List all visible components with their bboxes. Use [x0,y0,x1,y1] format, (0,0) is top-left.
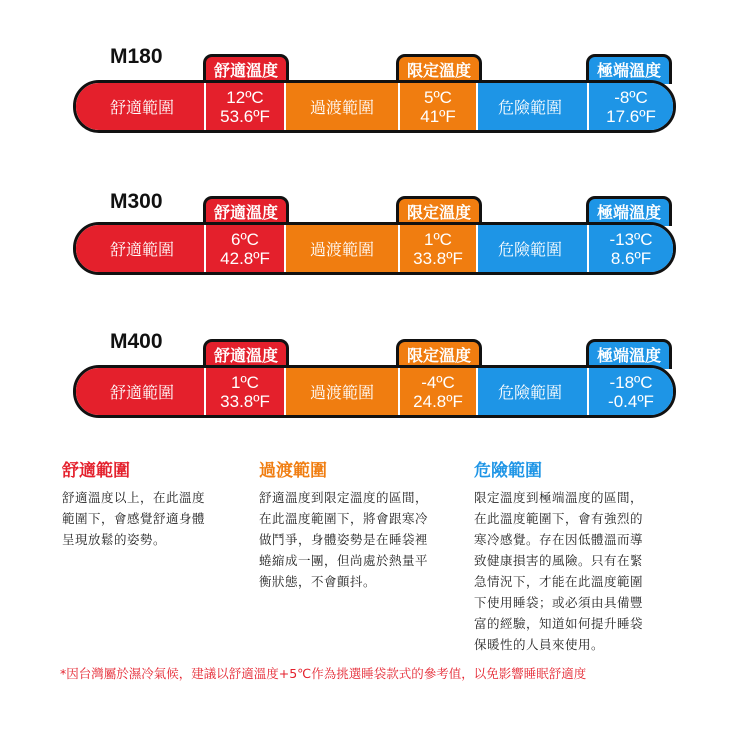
celsius-value: 6ºC [231,229,259,249]
limit-temp-header: 限定溫度 [396,196,482,226]
description-line: 蜷縮成一團，但尚處於熱量平 [259,553,429,568]
description-line: 致健康損害的風險。只有在緊 [474,553,644,568]
limit-temp-value [398,225,478,272]
fahrenheit-value: 24.8ºF [413,391,463,411]
description-line: 下使用睡袋；或必須由具備豐 [474,595,644,610]
comfort-description-text [62,487,252,550]
fahrenheit-value: 33.8ºF [220,391,270,411]
extreme-temp-header: 極端溫度 [586,339,672,369]
transition-zone-label: 過渡範圍 [309,240,374,259]
description-line: 保暖性的人員來使用。 [474,637,605,652]
description-line: 做鬥爭，身體姿勢是在睡袋裡 [259,532,429,547]
description-line: 在此溫度範圍下，會有強烈的 [474,511,644,526]
comfort-temp-value [204,225,286,272]
fahrenheit-value: 42.8ºF [220,248,270,268]
fahrenheit-value: 8.6ºF [610,248,652,268]
description-line: 衡狀態，不會顫抖。 [259,574,377,589]
celsius-value: -18ºC [609,372,653,392]
comfort-temp-header: 舒適溫度 [203,54,289,84]
transition-description-text [259,487,469,592]
celsius-value: -8ºC [614,87,648,107]
limit-temp-header: 限定溫度 [396,54,482,84]
comfort-zone-label: 舒適範圍 [109,240,174,259]
extreme-temp-header: 極端溫度 [586,196,672,226]
description-line: 在此溫度範圍下，將會跟寒冷 [259,511,429,526]
celsius-value: 12ºC [226,87,264,107]
extreme-temp-value [587,368,673,415]
description-line: 寒冷感覺。存在因低體溫而導 [474,532,644,547]
fahrenheit-value: 17.6ºF [606,106,656,126]
celsius-value: 1ºC [231,372,259,392]
comfort-temp-header: 舒適溫度 [203,196,289,226]
danger-zone-label: 危險範圍 [497,383,562,402]
transition-description-title: 過渡範圍 [259,461,327,481]
extreme-temp-header: 極端溫度 [586,54,672,84]
fahrenheit-value: 53.6ºF [220,106,270,126]
temperature-bar [73,80,676,133]
limit-temp-header: 限定溫度 [396,339,482,369]
comfort-temp-header: 舒適溫度 [203,339,289,369]
model-name: M300 [110,190,163,213]
comfort-temp-value [204,368,286,415]
comfort-description-title: 舒適範圍 [62,461,130,481]
transition-zone-label: 過渡範圍 [309,383,374,402]
extreme-temp-value [587,83,673,130]
model-name: M400 [110,330,163,353]
description-line: 舒適溫度以上，在此溫度 [62,490,206,505]
celsius-value: -4ºC [421,372,455,392]
description-line: 範圍下，會感覺舒適身體 [62,511,206,526]
extreme-temp-value [587,225,673,272]
temperature-bar [73,222,676,275]
temperature-bar [73,365,676,418]
model-name: M180 [110,45,163,68]
description-line: 富的經驗，知道如何提升睡袋 [474,616,644,631]
limit-temp-value [398,83,478,130]
description-line: 急情況下，才能在此溫度範圍 [474,574,644,589]
limit-temp-value [398,368,478,415]
celsius-value: 5ºC [424,87,452,107]
transition-zone-label: 過渡範圍 [309,98,374,117]
description-line: 呈現放鬆的姿勢。 [62,532,167,547]
fahrenheit-value: 41ºF [420,106,456,126]
comfort-temp-value [204,83,286,130]
fahrenheit-value: 33.8ºF [413,248,463,268]
celsius-value: 1ºC [424,229,452,249]
fahrenheit-value: -0.4ºF [608,391,654,411]
danger-zone-label: 危險範圍 [497,98,562,117]
description-line: 限定溫度到極端溫度的區間， [474,490,644,505]
description-line: 舒適溫度到限定溫度的區間， [259,490,429,505]
danger-description-text [474,487,689,655]
comfort-zone-label: 舒適範圍 [109,383,174,402]
danger-zone-label: 危險範圍 [497,240,562,259]
danger-description-title: 危險範圍 [474,461,542,481]
celsius-value: -13ºC [609,229,653,249]
footnote: *因台灣屬於濕冷氣候，建議以舒適溫度+5℃作為挑選睡袋款式的參考值，以免影響睡眠舒適度 [60,666,587,681]
comfort-zone-label: 舒適範圍 [109,98,174,117]
